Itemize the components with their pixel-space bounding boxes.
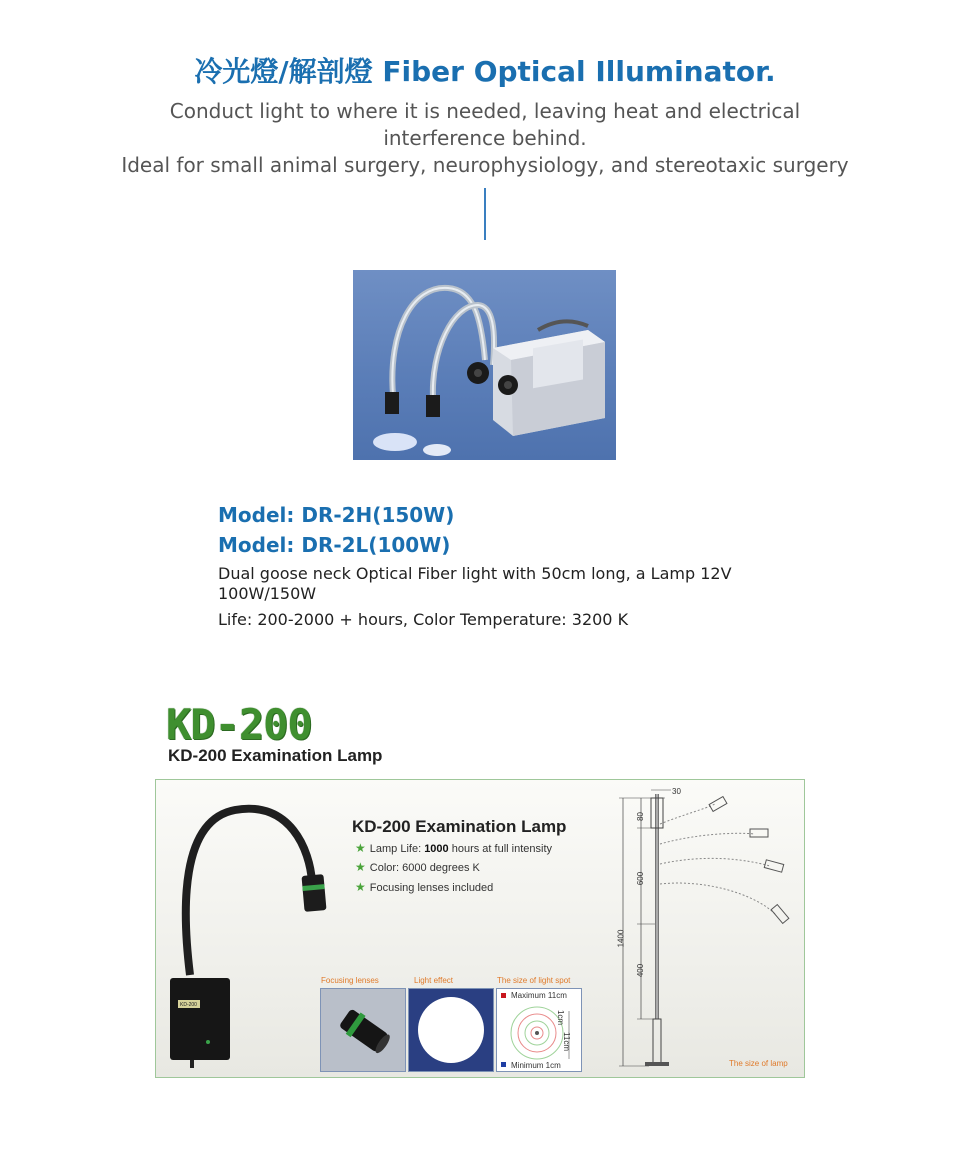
dim-80: 80 bbox=[635, 812, 645, 821]
fiber-illuminator-illustration bbox=[353, 270, 616, 460]
spot-dim-1cm: 1cm bbox=[556, 1009, 566, 1026]
product-life: Life: 200-2000 + hours, Color Temperature: 3200 K bbox=[218, 610, 629, 629]
subtitle-line-1: Conduct light to where it is needed, leaving heat and electrical bbox=[169, 99, 801, 123]
feature-color bbox=[355, 860, 480, 874]
page-subtitle bbox=[100, 98, 870, 179]
feature-1-post: hours at full intensity bbox=[448, 843, 553, 855]
feature-lenses bbox=[355, 880, 493, 894]
dim-30: 30 bbox=[672, 787, 681, 796]
lamp-dimension-drawing bbox=[605, 784, 800, 1074]
divider-line bbox=[484, 188, 486, 240]
kd-200-lamp-illustration bbox=[160, 790, 340, 1070]
thumb-label-light-effect: Light effect bbox=[414, 976, 453, 985]
lamp-size-label: The size of lamp bbox=[729, 1059, 788, 1068]
spot-min-label: Minimum 1cm bbox=[511, 1061, 561, 1070]
subtitle-line-2: interference behind. bbox=[383, 126, 587, 150]
star-icon: ★ bbox=[355, 880, 366, 894]
star-icon: ★ bbox=[355, 860, 366, 874]
page-title: 冷光燈/解剖燈 Fiber Optical Illuminator. bbox=[194, 55, 776, 88]
light-effect-thumb bbox=[408, 988, 494, 1072]
focusing-lenses-thumb bbox=[320, 988, 406, 1072]
spot-dim-11cm: 11cm bbox=[561, 1032, 571, 1051]
feature-3-text: Focusing lenses included bbox=[369, 882, 494, 894]
feature-lamp-life bbox=[355, 841, 552, 855]
subtitle-line-3: Ideal for small animal surgery, neurophysiology, and stereotaxic surgery bbox=[121, 153, 849, 177]
model-dr-2l: Model: DR-2L(100W) bbox=[218, 533, 451, 557]
feature-1-bold: 1000 bbox=[424, 843, 449, 855]
box-label: KD-200 bbox=[180, 1002, 197, 1008]
thumb-label-lenses: Focusing lenses bbox=[321, 976, 379, 985]
feature-1-pre: Lamp Life: bbox=[369, 843, 425, 855]
fiber-illuminator-photo bbox=[353, 270, 616, 460]
dim-600: 600 bbox=[636, 871, 646, 886]
product-description: Dual goose neck Optical Fiber light with 50cm long, a Lamp 12V 100W/150W bbox=[218, 564, 732, 603]
panel-title: KD-200 Examination Lamp bbox=[352, 817, 567, 836]
light-circle-icon bbox=[409, 989, 493, 1071]
spot-max-label: Maximum 11cm bbox=[511, 991, 567, 1000]
lens-icon bbox=[321, 989, 405, 1071]
thumb-label-light-spot: The size of light spot bbox=[497, 976, 571, 985]
model-dr-2h: Model: DR-2H(150W) bbox=[218, 503, 455, 527]
kd-200-logo: KD-200 bbox=[166, 700, 312, 749]
light-spot-thumb bbox=[496, 988, 582, 1072]
light-spot-diagram bbox=[497, 989, 581, 1071]
kd-200-subtitle: KD-200 Examination Lamp bbox=[168, 746, 383, 765]
star-icon: ★ bbox=[355, 841, 366, 855]
feature-2-text: Color: 6000 degrees K bbox=[369, 862, 480, 874]
dim-400: 400 bbox=[636, 963, 646, 978]
dim-1400: 1400 bbox=[616, 929, 626, 948]
